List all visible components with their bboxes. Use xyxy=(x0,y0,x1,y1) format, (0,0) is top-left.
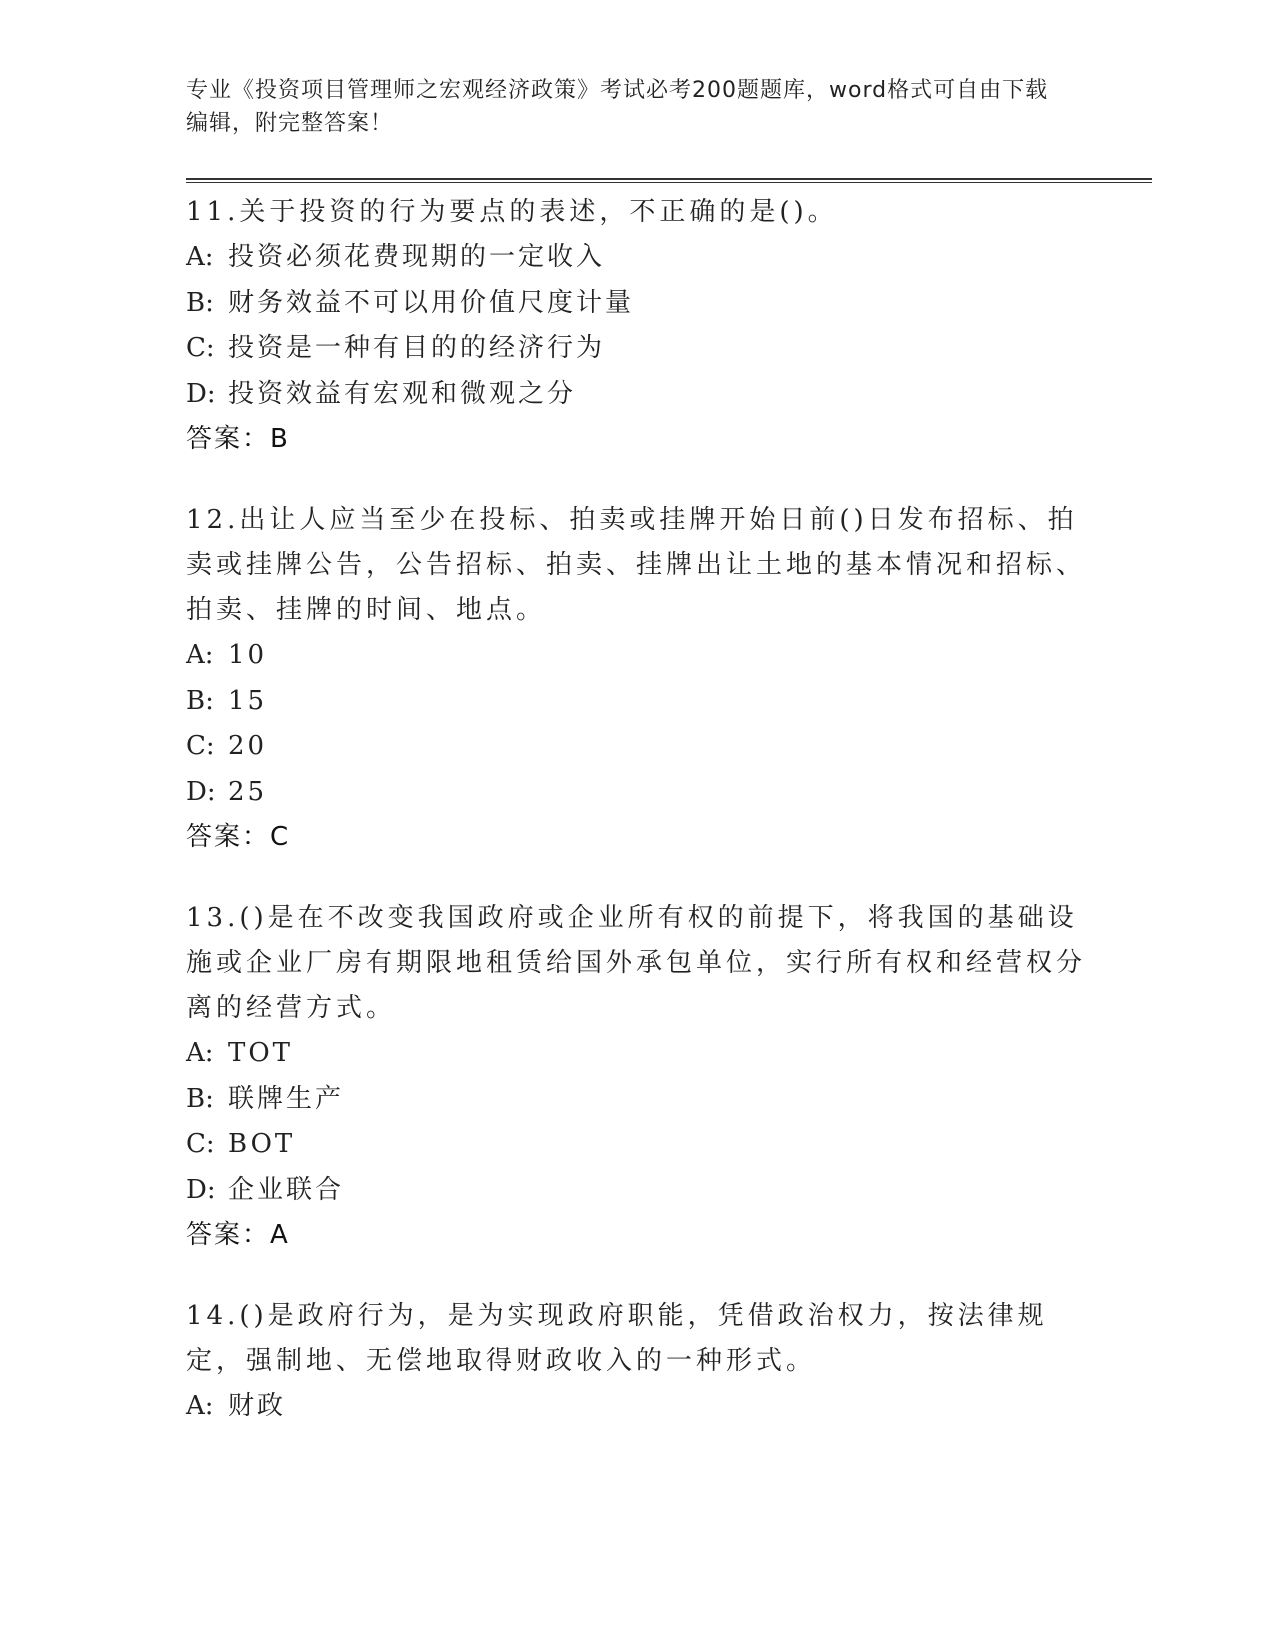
option-a xyxy=(186,1384,1086,1430)
option-text: BOT xyxy=(228,1129,296,1159)
option-key: B: xyxy=(186,685,214,716)
option-d xyxy=(186,1168,1086,1214)
option-d xyxy=(186,770,1086,816)
option-b xyxy=(186,1077,1086,1123)
option-text: TOT xyxy=(228,1038,293,1068)
option-c xyxy=(186,326,1086,372)
option-d xyxy=(186,372,1086,418)
option-text: 财务效益不可以用价值尺度计量 xyxy=(228,287,635,318)
answer-line: 答案：A xyxy=(186,1220,290,1250)
option-c xyxy=(186,724,1086,770)
option-text: 投资效益有宏观和微观之分 xyxy=(228,378,577,409)
answer-line: 答案：B xyxy=(186,424,290,454)
question-stem: 13.()是在不改变我国政府或企业所有权的前提下，将我国的基础设施或企业厂房有期限地租赁给国外承包单位，实行所有权和经营权分离的经营方式。 xyxy=(186,903,1087,1023)
option-key: C: xyxy=(186,1129,215,1159)
option-a xyxy=(186,235,1086,281)
option-text: 20 xyxy=(228,731,268,761)
question-stem: 14.()是政府行为，是为实现政府职能，凭借政治权力，按法律规定，强制地、无偿地取得财政收入的一种形式。 xyxy=(186,1301,1048,1376)
option-text: 15 xyxy=(228,685,268,716)
question-13 xyxy=(186,896,1086,1258)
option-key: B: xyxy=(186,287,214,318)
option-b xyxy=(186,281,1086,327)
option-text: 企业联合 xyxy=(228,1174,345,1205)
document-header: 专业《投资项目管理师之宏观经济政策》考试必考200题题库，word格式可自由下载编辑，附完整答案！ xyxy=(186,78,1049,136)
header-divider xyxy=(186,178,1152,180)
option-key: A: xyxy=(186,1038,214,1068)
option-a xyxy=(186,633,1086,679)
question-stem: 12.出让人应当至少在投标、拍卖或挂牌开始日前()日发布招标、拍卖或挂牌公告，公告招标、拍卖、挂牌出让土地的基本情况和招标、拍卖、挂牌的时间、地点。 xyxy=(186,505,1087,625)
option-text: 财政 xyxy=(228,1391,287,1421)
question-list xyxy=(186,190,1086,1466)
option-a xyxy=(186,1031,1086,1077)
option-key: A: xyxy=(186,1391,214,1421)
question-stem: 11.关于投资的行为要点的表述，不正确的是()。 xyxy=(186,197,838,227)
option-text: 投资是一种有目的的经济行为 xyxy=(228,333,606,363)
answer-line: 答案：C xyxy=(186,822,291,852)
option-key: C: xyxy=(186,333,215,363)
option-key: D: xyxy=(186,1174,216,1205)
option-text: 联牌生产 xyxy=(228,1083,345,1114)
option-b xyxy=(186,679,1086,725)
question-12 xyxy=(186,498,1086,860)
header-divider-thin xyxy=(186,182,1152,183)
option-text: 10 xyxy=(228,640,268,670)
option-key: D: xyxy=(186,776,216,807)
option-text: 25 xyxy=(228,776,268,807)
question-11 xyxy=(186,190,1086,462)
option-key: A: xyxy=(186,242,214,272)
question-14 xyxy=(186,1294,1086,1430)
option-key: B: xyxy=(186,1083,214,1114)
option-text: 投资必须花费现期的一定收入 xyxy=(228,242,606,272)
option-key: A: xyxy=(186,640,214,670)
option-key: C: xyxy=(186,731,215,761)
option-key: D: xyxy=(186,378,216,409)
option-c xyxy=(186,1122,1086,1168)
